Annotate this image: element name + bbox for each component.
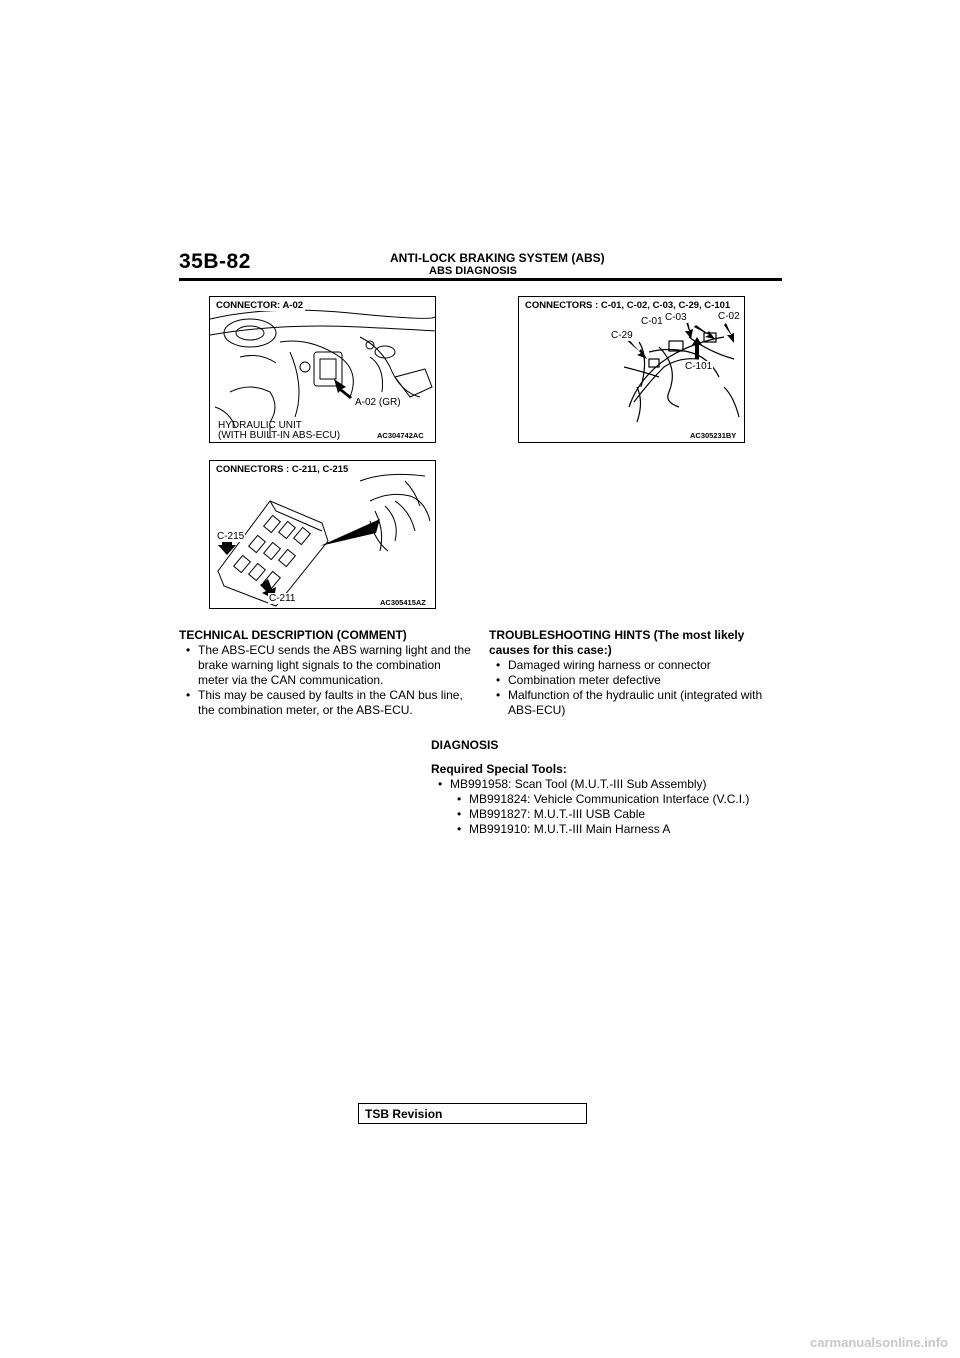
connector-label-c01: C-01	[641, 316, 663, 327]
troubleshooting-heading: TROUBLESHOOTING HINTS (The most likely causes for this case:)	[489, 628, 745, 657]
figure-code: AC304742AC	[377, 431, 424, 440]
subtool-item: • MB991827: M.U.T.-III USB Cable	[450, 807, 791, 822]
connector-label-c02: C-02	[718, 311, 740, 322]
subtool-item: • MB991910: M.U.T.-III Main Harness A	[450, 822, 791, 837]
header-rule	[179, 278, 782, 281]
troubleshooting-item: • Combination meter defective	[489, 673, 781, 688]
subtool-item: • MB991824: Vehicle Communication Interface (V.C.I.)	[450, 792, 791, 807]
troubleshooting-item: • Malfunction of the hydraulic unit (integrated with ABS-ECU)	[489, 688, 781, 718]
figure-connector-a02	[209, 296, 436, 443]
technical-description	[179, 628, 474, 718]
section-subtitle: ABS DIAGNOSIS	[429, 265, 518, 277]
technical-description-heading: TECHNICAL DESCRIPTION (COMMENT)	[179, 628, 407, 642]
section-title: ANTI-LOCK BRAKING SYSTEM (ABS)	[390, 251, 605, 265]
connector-label-c215: C-215	[217, 531, 245, 542]
connector-label-c29: C-29	[611, 330, 633, 341]
diagnosis	[431, 738, 791, 837]
technical-description-item: • This may be caused by faults in the CAN bus line, the combination meter, or the ABS-ECU.	[179, 688, 474, 718]
tsb-revision-box	[358, 1103, 587, 1124]
troubleshooting-hints	[489, 628, 781, 718]
troubleshooting-item: • Damaged wiring harness or connector	[489, 658, 781, 673]
figure-title: CONNECTOR: A-02	[216, 300, 304, 311]
page-number: 35B-82	[179, 250, 251, 273]
hydraulic-unit-label-note: (WITH BUILT-IN ABS-ECU)	[218, 430, 341, 441]
technical-description-item: • The ABS-ECU sends the ABS warning light and the brake warning light signals to the combination meter via the CAN communication.	[179, 643, 474, 688]
connector-label-a02: A-02 (GR)	[355, 397, 401, 408]
watermark: carmanualsonline.info	[810, 1335, 948, 1350]
required-tools-heading: Required Special Tools:	[431, 762, 567, 776]
connector-label-c211: C-211	[269, 593, 296, 604]
hydraulic-unit-label: HYDRAULIC UNIT	[218, 420, 302, 431]
figure-connectors-c211-c215	[209, 460, 436, 609]
tsb-revision-label: TSB Revision	[365, 1107, 443, 1121]
connector-label-c03: C-03	[665, 312, 687, 323]
tool-item: • MB991958: Scan Tool (M.U.T.-III Sub Assembly)	[431, 777, 791, 792]
figure-title: CONNECTORS : C-01, C-02, C-03, C-29, C-101	[525, 300, 731, 311]
figure-connectors-c01-c101	[518, 296, 745, 443]
figure-title: CONNECTORS : C-211, C-215	[216, 464, 349, 475]
diagnosis-heading: DIAGNOSIS	[431, 738, 499, 752]
connector-label-c101: C-101	[685, 361, 713, 372]
figure-code: AC305231BY	[690, 431, 737, 440]
figure-code: AC305415AZ	[380, 598, 426, 607]
